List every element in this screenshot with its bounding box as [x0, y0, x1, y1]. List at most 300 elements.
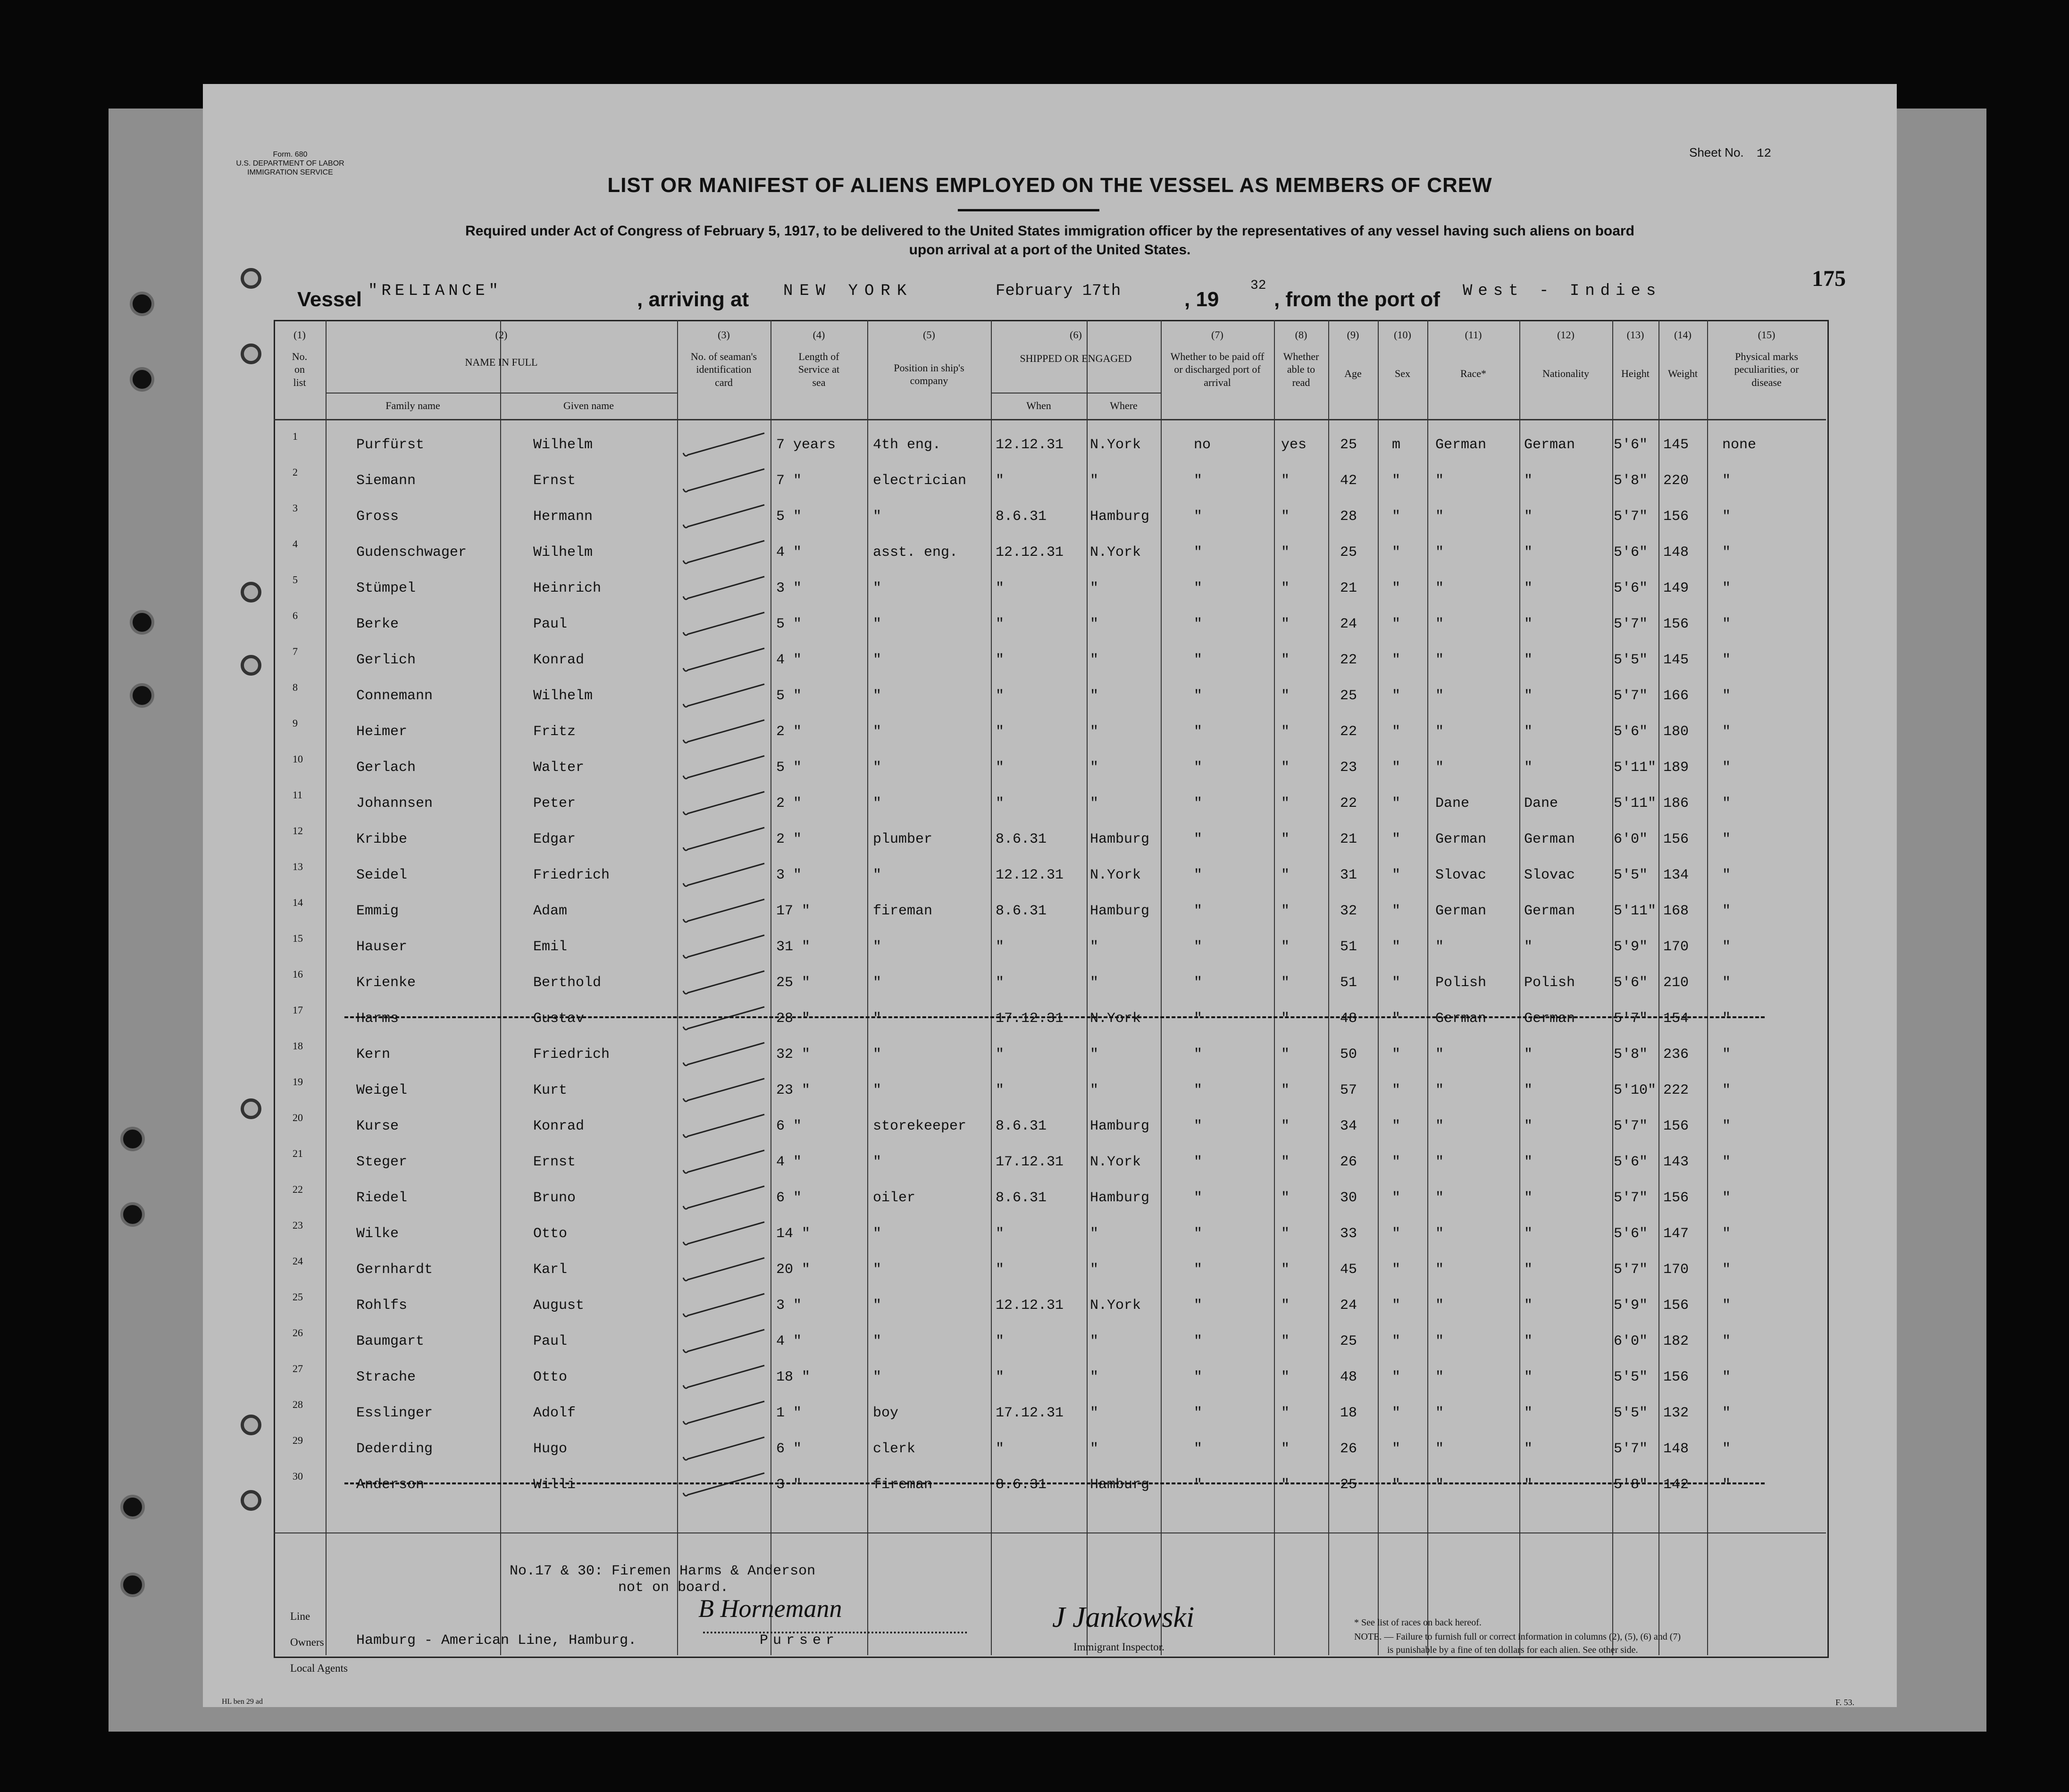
manifest-page [203, 84, 1897, 1707]
shipped-when: " [996, 1226, 1005, 1242]
family-name: Emmig [356, 903, 399, 919]
service-length: 4 " [776, 1333, 802, 1349]
table-row [203, 1434, 1897, 1473]
service-length: 14 " [776, 1226, 811, 1242]
height: 5'6" [1614, 724, 1648, 740]
able-to-read: " [1281, 1262, 1290, 1278]
paid-off: " [1194, 831, 1203, 847]
able-to-read: " [1281, 1190, 1290, 1206]
col-1-number: (1) [293, 329, 306, 341]
nationality: " [1524, 688, 1533, 704]
paid-off: " [1194, 939, 1203, 955]
col-2-number: (2) [495, 329, 508, 341]
sex: " [1392, 939, 1401, 955]
shipped-when: " [996, 975, 1005, 991]
sex: " [1392, 867, 1401, 883]
height: 5'11" [1614, 796, 1657, 812]
shipped-where: " [1090, 616, 1099, 632]
nationality: " [1524, 509, 1533, 525]
col-4-label: Length of Service at sea [798, 350, 840, 388]
row-number: 18 [293, 1040, 303, 1052]
shipped-when: " [996, 796, 1005, 812]
physical-marks: " [1722, 975, 1731, 991]
able-to-read: " [1281, 652, 1290, 668]
physical-marks: none [1722, 437, 1757, 453]
weight: 156 [1663, 1369, 1689, 1385]
shipped-where: " [1090, 580, 1099, 596]
age: 50 [1340, 1047, 1357, 1063]
given-name: Gustav [533, 1011, 585, 1027]
shipped-when: " [996, 652, 1005, 668]
paid-off: " [1194, 1369, 1203, 1385]
service-length: 5 " [776, 509, 802, 525]
table-row [203, 968, 1897, 1007]
able-to-read: " [1281, 1298, 1290, 1314]
id-card-check-mark [675, 859, 769, 892]
service-length: 3 " [776, 1298, 802, 1314]
given-name: Bruno [533, 1190, 576, 1206]
paid-off: " [1194, 616, 1203, 632]
height: 5'10" [1614, 1082, 1657, 1098]
id-card-check-mark [675, 715, 769, 748]
sex: " [1392, 1333, 1401, 1349]
row-number: 12 [293, 825, 303, 837]
table-row [203, 681, 1897, 720]
nationality: German [1524, 1011, 1575, 1027]
age: 25 [1340, 1477, 1357, 1493]
sex: " [1392, 473, 1401, 489]
service-length: 32 " [776, 1047, 811, 1063]
col-11-number: (11) [1465, 329, 1482, 341]
service-length: 7 years [776, 437, 836, 453]
shipped-where: " [1090, 1226, 1099, 1242]
physical-marks: " [1722, 796, 1731, 812]
row-number: 6 [293, 610, 298, 621]
given-name: Paul [533, 616, 568, 632]
service-length: 17 " [776, 903, 811, 919]
height: 6'0" [1614, 831, 1648, 847]
shipped-when: " [996, 1262, 1005, 1278]
given-name: Konrad [533, 1118, 585, 1134]
service-length: 1 " [776, 1405, 802, 1421]
age: 57 [1340, 1082, 1357, 1098]
weight: 222 [1663, 1082, 1689, 1098]
race: " [1435, 1262, 1444, 1278]
age: 45 [1340, 1262, 1357, 1278]
nationality: " [1524, 1441, 1533, 1457]
weight: 148 [1663, 544, 1689, 561]
paid-off: no [1194, 437, 1211, 453]
sex: " [1392, 1477, 1401, 1493]
height: 5'7" [1614, 688, 1648, 704]
weight: 147 [1663, 1226, 1689, 1242]
service-length: 2 " [776, 831, 802, 847]
shipped-where: " [1090, 473, 1099, 489]
shipped-where: " [1090, 760, 1099, 776]
physical-marks: " [1722, 473, 1731, 489]
height: 5'9" [1614, 1298, 1648, 1314]
family-name: Siemann [356, 473, 416, 489]
given-name: Fritz [533, 724, 576, 740]
physical-marks: " [1722, 1047, 1731, 1063]
sex: " [1392, 1082, 1401, 1098]
family-name: Purfürst [356, 437, 425, 453]
weight: 143 [1663, 1154, 1689, 1170]
family-name: Anderson [356, 1477, 425, 1493]
col-2-label: NAME IN FULL [465, 356, 538, 368]
height: 6'0" [1614, 1333, 1648, 1349]
row-number: 11 [293, 789, 303, 801]
shipped-when: 12.12.31 [996, 544, 1064, 561]
service-length: 6 " [776, 1441, 802, 1457]
position: storekeeper [873, 1118, 967, 1134]
physical-marks: " [1722, 1226, 1731, 1242]
sex: " [1392, 1118, 1401, 1134]
sheet-number: 12 [1756, 146, 1772, 160]
paid-off: " [1194, 688, 1203, 704]
height: 5'6" [1614, 1154, 1648, 1170]
family-name: Gudenschwager [356, 544, 467, 561]
owners-label: Owners [290, 1636, 324, 1648]
arrival-date: February 17th [996, 282, 1121, 300]
age: 51 [1340, 975, 1357, 991]
paid-off: " [1194, 1226, 1203, 1242]
physical-marks: " [1722, 724, 1731, 740]
table-row [203, 1470, 1897, 1509]
sex: " [1392, 580, 1401, 596]
age: 21 [1340, 580, 1357, 596]
sex: " [1392, 831, 1401, 847]
sex: " [1392, 1262, 1401, 1278]
table-row [203, 1365, 1897, 1401]
vessel-label: Vessel [297, 288, 362, 311]
col-5-header [867, 328, 991, 387]
family-name: Riedel [356, 1190, 408, 1206]
physical-marks: " [1722, 1405, 1731, 1421]
sex: " [1392, 1369, 1401, 1385]
row-number: 3 [293, 502, 298, 514]
weight: 145 [1663, 652, 1689, 668]
race: Polish [1435, 975, 1487, 991]
paid-off: " [1194, 760, 1203, 776]
id-card-check-mark [675, 1432, 769, 1465]
nationality: German [1524, 437, 1575, 453]
col-10-number: (10) [1394, 329, 1411, 341]
paid-off: " [1194, 867, 1203, 883]
row-number: 4 [293, 538, 298, 550]
col-6-label: SHIPPED OR ENGAGED [1020, 352, 1132, 364]
id-card-check-mark [675, 572, 769, 605]
footer-note-line-2: not on board. [618, 1580, 729, 1596]
inspector-signature: J Jankowski [1052, 1601, 1195, 1633]
position: " [873, 616, 882, 632]
nationality: " [1524, 939, 1533, 955]
nationality: " [1524, 1405, 1533, 1421]
sex: " [1392, 1154, 1401, 1170]
id-card-check-mark [675, 1361, 769, 1394]
weight: 149 [1663, 580, 1689, 596]
position: " [873, 939, 882, 955]
shipped-where: " [1090, 652, 1099, 668]
id-card-check-mark [675, 1181, 769, 1214]
col-9-number: (9) [1347, 329, 1359, 341]
height: 5'7" [1614, 1190, 1648, 1206]
physical-marks: " [1722, 1477, 1731, 1493]
age: 26 [1340, 1441, 1357, 1457]
col-5-number: (5) [923, 329, 935, 341]
able-to-read: " [1281, 903, 1290, 919]
service-length: 3 " [776, 580, 802, 596]
shipped-where: " [1090, 1262, 1099, 1278]
shipped-where: N.York [1090, 1298, 1141, 1314]
service-length: 25 " [776, 975, 811, 991]
row-number: 20 [293, 1112, 303, 1123]
id-card-check-mark [675, 644, 769, 677]
legal-note-line-1: NOTE. — Failure to furnish full or correct information in columns (2), (5), (6) and (7) [1354, 1632, 1681, 1642]
physical-marks: " [1722, 1441, 1731, 1457]
row-number: 26 [293, 1327, 303, 1339]
weight: 180 [1663, 724, 1689, 740]
service-length: 28 " [776, 1011, 811, 1027]
weight: 156 [1663, 1190, 1689, 1206]
physical-marks: " [1722, 580, 1731, 596]
col-4-number: (4) [813, 329, 825, 341]
sex: " [1392, 975, 1401, 991]
weight: 186 [1663, 796, 1689, 812]
position: " [873, 760, 882, 776]
service-length: 6 " [776, 1118, 802, 1134]
physical-marks: " [1722, 760, 1731, 776]
family-name: Seidel [356, 867, 408, 883]
id-card-check-mark [675, 1110, 769, 1143]
id-card-check-mark [675, 1038, 769, 1071]
binder-hole [130, 683, 154, 708]
family-name: Strache [356, 1369, 416, 1385]
local-agents-label: Local Agents [290, 1662, 348, 1674]
age: 48 [1340, 1369, 1357, 1385]
row-number: 8 [293, 681, 298, 693]
paid-off: " [1194, 1190, 1203, 1206]
table-row [203, 932, 1897, 971]
form-header [231, 150, 349, 177]
col-9-label: Age [1344, 367, 1362, 379]
sex: " [1392, 509, 1401, 525]
table-row [203, 1327, 1897, 1365]
sheet-number-field [1689, 145, 1771, 160]
age: 31 [1340, 867, 1357, 883]
able-to-read: " [1281, 1369, 1290, 1385]
from-port-label: , from the port of [1274, 288, 1440, 311]
row-number: 10 [293, 753, 303, 765]
row-number: 22 [293, 1183, 303, 1195]
shipped-when: " [996, 1333, 1005, 1349]
col-9-header [1328, 328, 1378, 380]
height: 5'8" [1614, 1047, 1648, 1063]
id-card-check-mark [675, 751, 769, 784]
nationality: " [1524, 760, 1533, 776]
nationality: " [1524, 724, 1533, 740]
id-card-check-mark [675, 966, 769, 999]
table-row [203, 1291, 1897, 1330]
age: 28 [1340, 509, 1357, 525]
from-port: West - Indies [1463, 282, 1662, 300]
table-row [203, 863, 1897, 899]
weight: 156 [1663, 1118, 1689, 1134]
table-row [203, 1147, 1897, 1186]
nationality: " [1524, 1477, 1533, 1493]
able-to-read: " [1281, 1477, 1290, 1493]
given-name: Ernst [533, 1154, 576, 1170]
sex: " [1392, 1298, 1401, 1314]
col-12-number: (12) [1557, 329, 1575, 341]
weight: 154 [1663, 1011, 1689, 1027]
table-row [203, 538, 1897, 577]
position: boy [873, 1405, 899, 1421]
weight: 134 [1663, 867, 1689, 883]
paid-off: " [1194, 903, 1203, 919]
able-to-read: " [1281, 616, 1290, 632]
page-title: LIST OR MANIFEST OF ALIENS EMPLOYED ON THE VESSEL AS MEMBERS OF CREW [607, 174, 1492, 197]
shipped-where: Hamburg [1090, 903, 1150, 919]
shipped-when: " [996, 1369, 1005, 1385]
subtitle-line-2: upon arrival at a port of the United States. [909, 242, 1191, 258]
able-to-read: " [1281, 1405, 1290, 1421]
age: 23 [1340, 760, 1357, 776]
nationality: " [1524, 1369, 1533, 1385]
table-row [203, 1114, 1897, 1150]
row-number: 5 [293, 574, 298, 586]
able-to-read: " [1281, 509, 1290, 525]
nationality: " [1524, 1333, 1533, 1349]
weight: 132 [1663, 1405, 1689, 1421]
shipped-when: 12.12.31 [996, 1298, 1064, 1314]
given-name-header: Given name [563, 400, 614, 411]
header-subrule [326, 393, 677, 394]
paid-off: " [1194, 544, 1203, 561]
sex: " [1392, 1441, 1401, 1457]
position: oiler [873, 1190, 916, 1206]
nationality: Slovac [1524, 867, 1575, 883]
height: 5'6" [1614, 437, 1648, 453]
col-5-label: Position in ship's company [894, 361, 964, 386]
family-name: Weigel [356, 1082, 408, 1098]
given-name: Peter [533, 796, 576, 812]
age: 22 [1340, 724, 1357, 740]
col-14-header [1659, 328, 1707, 380]
physical-marks: " [1722, 652, 1731, 668]
given-name: Friedrich [533, 1047, 610, 1063]
row-number: 2 [293, 466, 298, 478]
given-name: Otto [533, 1369, 568, 1385]
race: German [1435, 831, 1487, 847]
height: 5'7" [1614, 1118, 1648, 1134]
able-to-read: " [1281, 1047, 1290, 1063]
race: German [1435, 1011, 1487, 1027]
family-name: Johannsen [356, 796, 433, 812]
nationality: " [1524, 652, 1533, 668]
physical-marks: " [1722, 1118, 1731, 1134]
age: 25 [1340, 688, 1357, 704]
paid-off: " [1194, 1405, 1203, 1421]
family-name: Baumgart [356, 1333, 425, 1349]
nationality: German [1524, 903, 1575, 919]
col-12-label: Nationality [1542, 367, 1589, 379]
service-length: 3 " [776, 867, 802, 883]
given-name: Kurt [533, 1082, 568, 1098]
able-to-read: " [1281, 580, 1290, 596]
nationality: " [1524, 580, 1533, 596]
nationality: " [1524, 1154, 1533, 1170]
shipped-where: N.York [1090, 1011, 1141, 1027]
race: " [1435, 652, 1444, 668]
table-row [203, 430, 1897, 469]
position: " [873, 1226, 882, 1242]
physical-marks: " [1722, 831, 1731, 847]
row-number: 27 [293, 1363, 303, 1374]
col-3-label: No. of seaman's identification card [690, 350, 757, 388]
paid-off: " [1194, 1011, 1203, 1027]
position: " [873, 1369, 882, 1385]
table-end-rule [274, 1532, 1826, 1533]
service-length: 23 " [776, 1082, 811, 1098]
nationality: Polish [1524, 975, 1575, 991]
sex: " [1392, 652, 1401, 668]
paid-off: " [1194, 509, 1203, 525]
shipped-where: " [1090, 1369, 1099, 1385]
race: " [1435, 1477, 1444, 1493]
height: 5'11" [1614, 903, 1657, 919]
paid-off: " [1194, 1047, 1203, 1063]
physical-marks: " [1722, 1190, 1731, 1206]
age: 51 [1340, 939, 1357, 955]
col-4-header [771, 328, 867, 389]
family-name: Harms [356, 1011, 399, 1027]
subtitle-line-1: Required under Act of Congress of February 5, 1917, to be delivered to the United States immigration officer by the representatives of any vessel having such aliens on board [465, 223, 1634, 239]
id-card-check-mark [675, 500, 769, 533]
family-name: Gross [356, 509, 399, 525]
race: " [1435, 1154, 1444, 1170]
col-7-header [1161, 328, 1274, 389]
line-label: Line [290, 1610, 310, 1622]
paid-off: " [1194, 1298, 1203, 1314]
shipped-when: 17.12.31 [996, 1011, 1064, 1027]
service-length: 5 " [776, 760, 802, 776]
given-name: Hugo [533, 1441, 568, 1457]
id-card-check-mark [675, 1217, 769, 1250]
table-row [203, 1255, 1897, 1294]
family-name: Hauser [356, 939, 408, 955]
purser-label: Purser [760, 1633, 839, 1649]
paid-off: " [1194, 1441, 1203, 1457]
col-11-label: Race* [1460, 367, 1486, 379]
nationality: German [1524, 831, 1575, 847]
able-to-read: " [1281, 1082, 1290, 1098]
race: " [1435, 1118, 1444, 1134]
nationality: " [1524, 616, 1533, 632]
shipped-when: " [996, 939, 1005, 955]
paid-off: " [1194, 473, 1203, 489]
position: " [873, 1298, 882, 1314]
sex: " [1392, 760, 1401, 776]
binder-hole [120, 1202, 145, 1227]
binder-hole [130, 610, 154, 635]
shipped-where: N.York [1090, 1154, 1141, 1170]
age: 18 [1340, 1405, 1357, 1421]
age: 21 [1340, 831, 1357, 847]
nationality: " [1524, 1190, 1533, 1206]
nationality: " [1524, 1047, 1533, 1063]
able-to-read: yes [1281, 437, 1307, 453]
